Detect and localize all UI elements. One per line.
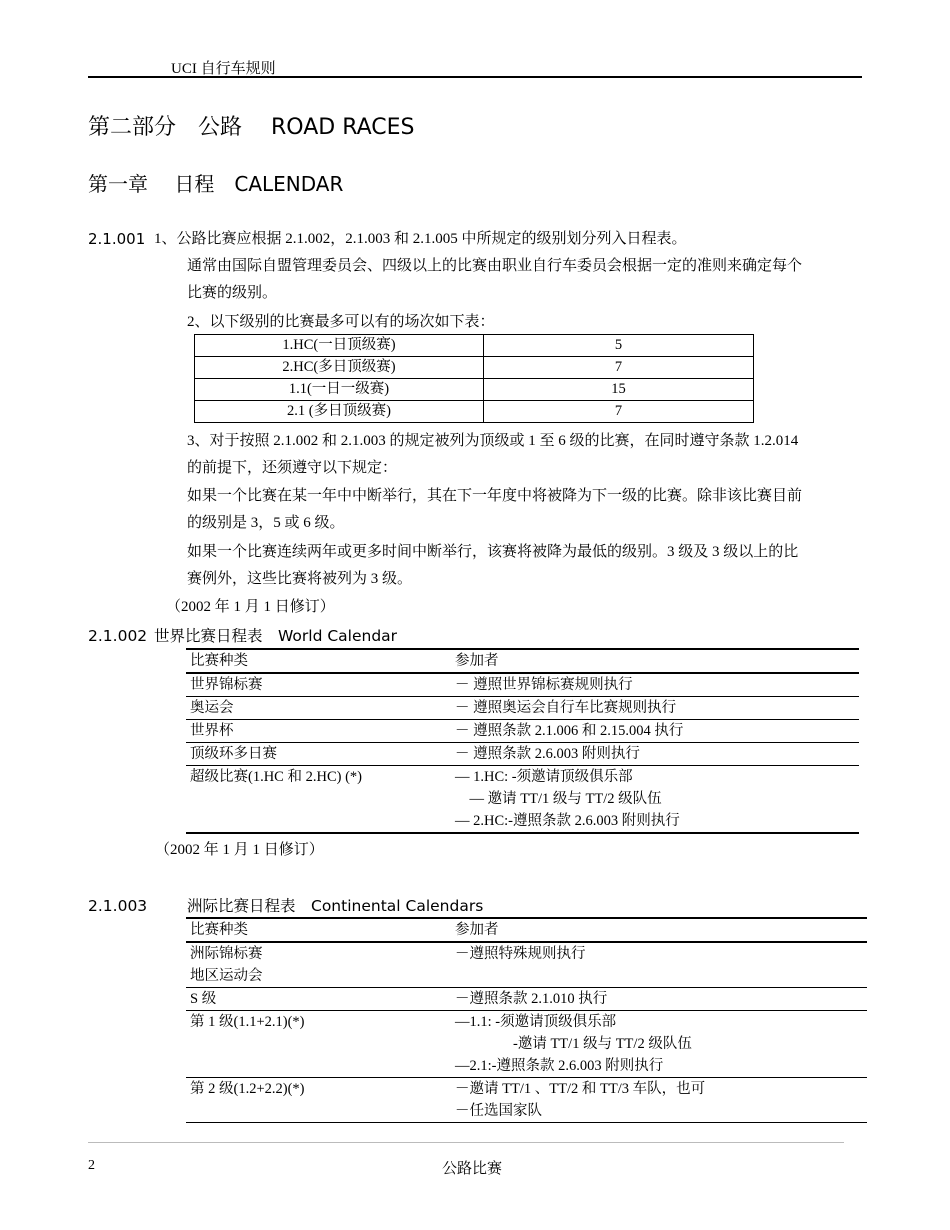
para-2-1-001-line2: 通常由国际自盟管理委员会、四级以上的比赛由职业自行车委员会根据一定的准则来确定每个	[187, 258, 803, 274]
column-header-type: 比赛种类	[190, 922, 248, 938]
race-type-cell	[186, 942, 451, 988]
participants-cell: － 遵照奥运会自行车比赛规则执行	[455, 700, 677, 716]
table-row	[186, 942, 867, 988]
participants-line: — 2.HC:-遵照条款 2.6.003 附则执行	[455, 813, 680, 829]
participants-line: — 邀请 TT/1 级与 TT/2 级队伍	[455, 791, 662, 807]
world-calendar-table	[186, 648, 859, 834]
section-title-world-calendar: 世界比赛日程表 World Calendar	[154, 627, 398, 645]
table-header-row	[186, 649, 859, 673]
participants-cell	[451, 766, 859, 834]
race-type-line: 第 2 级(1.2+2.2)(*)	[190, 1081, 305, 1097]
amend-note: （2002 年 1 月 1 日修订）	[155, 842, 324, 858]
column-header-participants: 参加者	[455, 922, 499, 938]
participants-cell: － 遵照条款 2.6.003 附则执行	[455, 746, 640, 762]
table-row	[186, 673, 859, 697]
participants-line: －遵照特殊规则执行	[455, 946, 586, 962]
section-number-2-1-002: 2.1.002	[88, 627, 148, 645]
participants-line: —1.1: -须邀请顶级俱乐部	[455, 1014, 617, 1030]
table-row	[195, 335, 754, 357]
section-number-2-1-001: 2.1.001	[88, 230, 146, 248]
race-type-cell	[186, 1011, 451, 1078]
running-header: UCI 自行车规则	[171, 61, 276, 77]
table-row	[186, 743, 859, 766]
continental-calendar-table	[186, 917, 867, 1123]
race-type-line: 第 1 级(1.1+2.1)(*)	[190, 1014, 305, 1030]
level-cell: 2.1 (多日顶级赛)	[195, 401, 484, 423]
participants-cell: － 遵照世界锦标赛规则执行	[455, 677, 633, 693]
chapter-title: 第一章 日程 CALENDAR	[88, 172, 344, 196]
race-level-table	[194, 334, 754, 423]
para-2-1-001-line3: 比赛的级别。	[187, 285, 278, 301]
table-row	[186, 720, 859, 743]
race-type-cell	[186, 988, 451, 1011]
column-header-type: 比赛种类	[190, 653, 248, 669]
participants-cell: － 遵照条款 2.1.006 和 2.15.004 执行	[455, 723, 684, 739]
participants-cell	[451, 1011, 867, 1078]
race-type-cell: 顶级环多日赛	[190, 746, 277, 762]
race-type-line: 洲际锦标赛	[190, 946, 263, 962]
level-cell: 1.HC(一日顶级赛)	[195, 335, 484, 357]
part-title: 第二部分 公路 ROAD RACES	[88, 115, 415, 140]
table-row	[186, 1011, 867, 1078]
para-2-1-001-line1: 1、公路比赛应根据 2.1.002，2.1.003 和 2.1.005 中所规定的级别划分列入日程表。	[154, 231, 687, 247]
count-cell: 7	[484, 401, 754, 423]
page-number: 2	[88, 1158, 95, 1173]
table-row	[186, 766, 859, 834]
para-2-1-001-line9: 如果一个比赛连续两年或更多时间中断举行，该赛将被降为最低的级别。3 级及 3 级以上的比	[187, 544, 799, 560]
table-row	[195, 401, 754, 423]
participants-line: －邀请 TT/1 、TT/2 和 TT/3 车队，也可	[455, 1081, 706, 1097]
para-2-1-001-line8: 的级别是 3，5 或 6 级。	[187, 515, 345, 531]
participants-cell	[451, 988, 867, 1011]
participants-cell	[451, 942, 867, 988]
para-2-1-001-line7: 如果一个比赛在某一年中中断举行，其在下一年度中将被降为下一级的比赛。除非该比赛目前	[187, 488, 803, 504]
race-type-cell: 奥运会	[190, 700, 234, 716]
participants-line: －任选国家队	[455, 1103, 542, 1119]
para-2-1-001-line5: 3、对于按照 2.1.002 和 2.1.003 的规定被列为顶级或 1 至 6 级的比赛，在同时遵守条款 1.2.014	[187, 433, 799, 449]
count-cell: 7	[484, 357, 754, 379]
table-header-row	[186, 918, 867, 942]
race-type-cell: 超级比赛(1.HC 和 2.HC) (*)	[190, 769, 362, 785]
participants-line: －遵照条款 2.1.010 执行	[455, 991, 608, 1007]
para-2-1-001-line10: 赛例外，这些比赛将被列为 3 级。	[187, 571, 413, 587]
header-rule	[88, 76, 862, 78]
participants-cell	[451, 1078, 867, 1123]
table-row	[186, 988, 867, 1011]
table-row	[186, 697, 859, 720]
table-row	[186, 1078, 867, 1123]
race-type-cell: 世界锦标赛	[190, 677, 263, 693]
amend-note: （2002 年 1 月 1 日修订）	[166, 599, 335, 615]
participants-line: —2.1:-遵照条款 2.6.003 附则执行	[455, 1058, 664, 1074]
race-type-line: 地区运动会	[190, 968, 263, 984]
participants-line: -邀请 TT/1 级与 TT/2 级队伍	[455, 1036, 692, 1052]
race-type-cell: 世界杯	[190, 723, 234, 739]
running-footer: 公路比赛	[442, 1161, 503, 1177]
column-header-participants: 参加者	[455, 653, 499, 669]
level-cell: 2.HC(多日顶级赛)	[195, 357, 484, 379]
para-2-1-001-line4: 2、以下级别的比赛最多可以有的场次如下表：	[187, 314, 495, 330]
race-type-cell	[186, 1078, 451, 1123]
participants-line: — 1.HC: -须邀请顶级俱乐部	[455, 769, 633, 785]
table-row	[195, 357, 754, 379]
count-cell: 5	[484, 335, 754, 357]
count-cell: 15	[484, 379, 754, 401]
footer-rule	[88, 1142, 844, 1143]
table-row	[195, 379, 754, 401]
level-cell: 1.1(一日一级赛)	[195, 379, 484, 401]
para-2-1-001-line6: 的前提下，还须遵守以下规定：	[187, 460, 398, 476]
section-number-2-1-003: 2.1.003	[88, 897, 148, 915]
race-type-line: S 级	[190, 991, 217, 1007]
section-title-continental-calendars: 洲际比赛日程表 Continental Calendars	[187, 897, 484, 915]
